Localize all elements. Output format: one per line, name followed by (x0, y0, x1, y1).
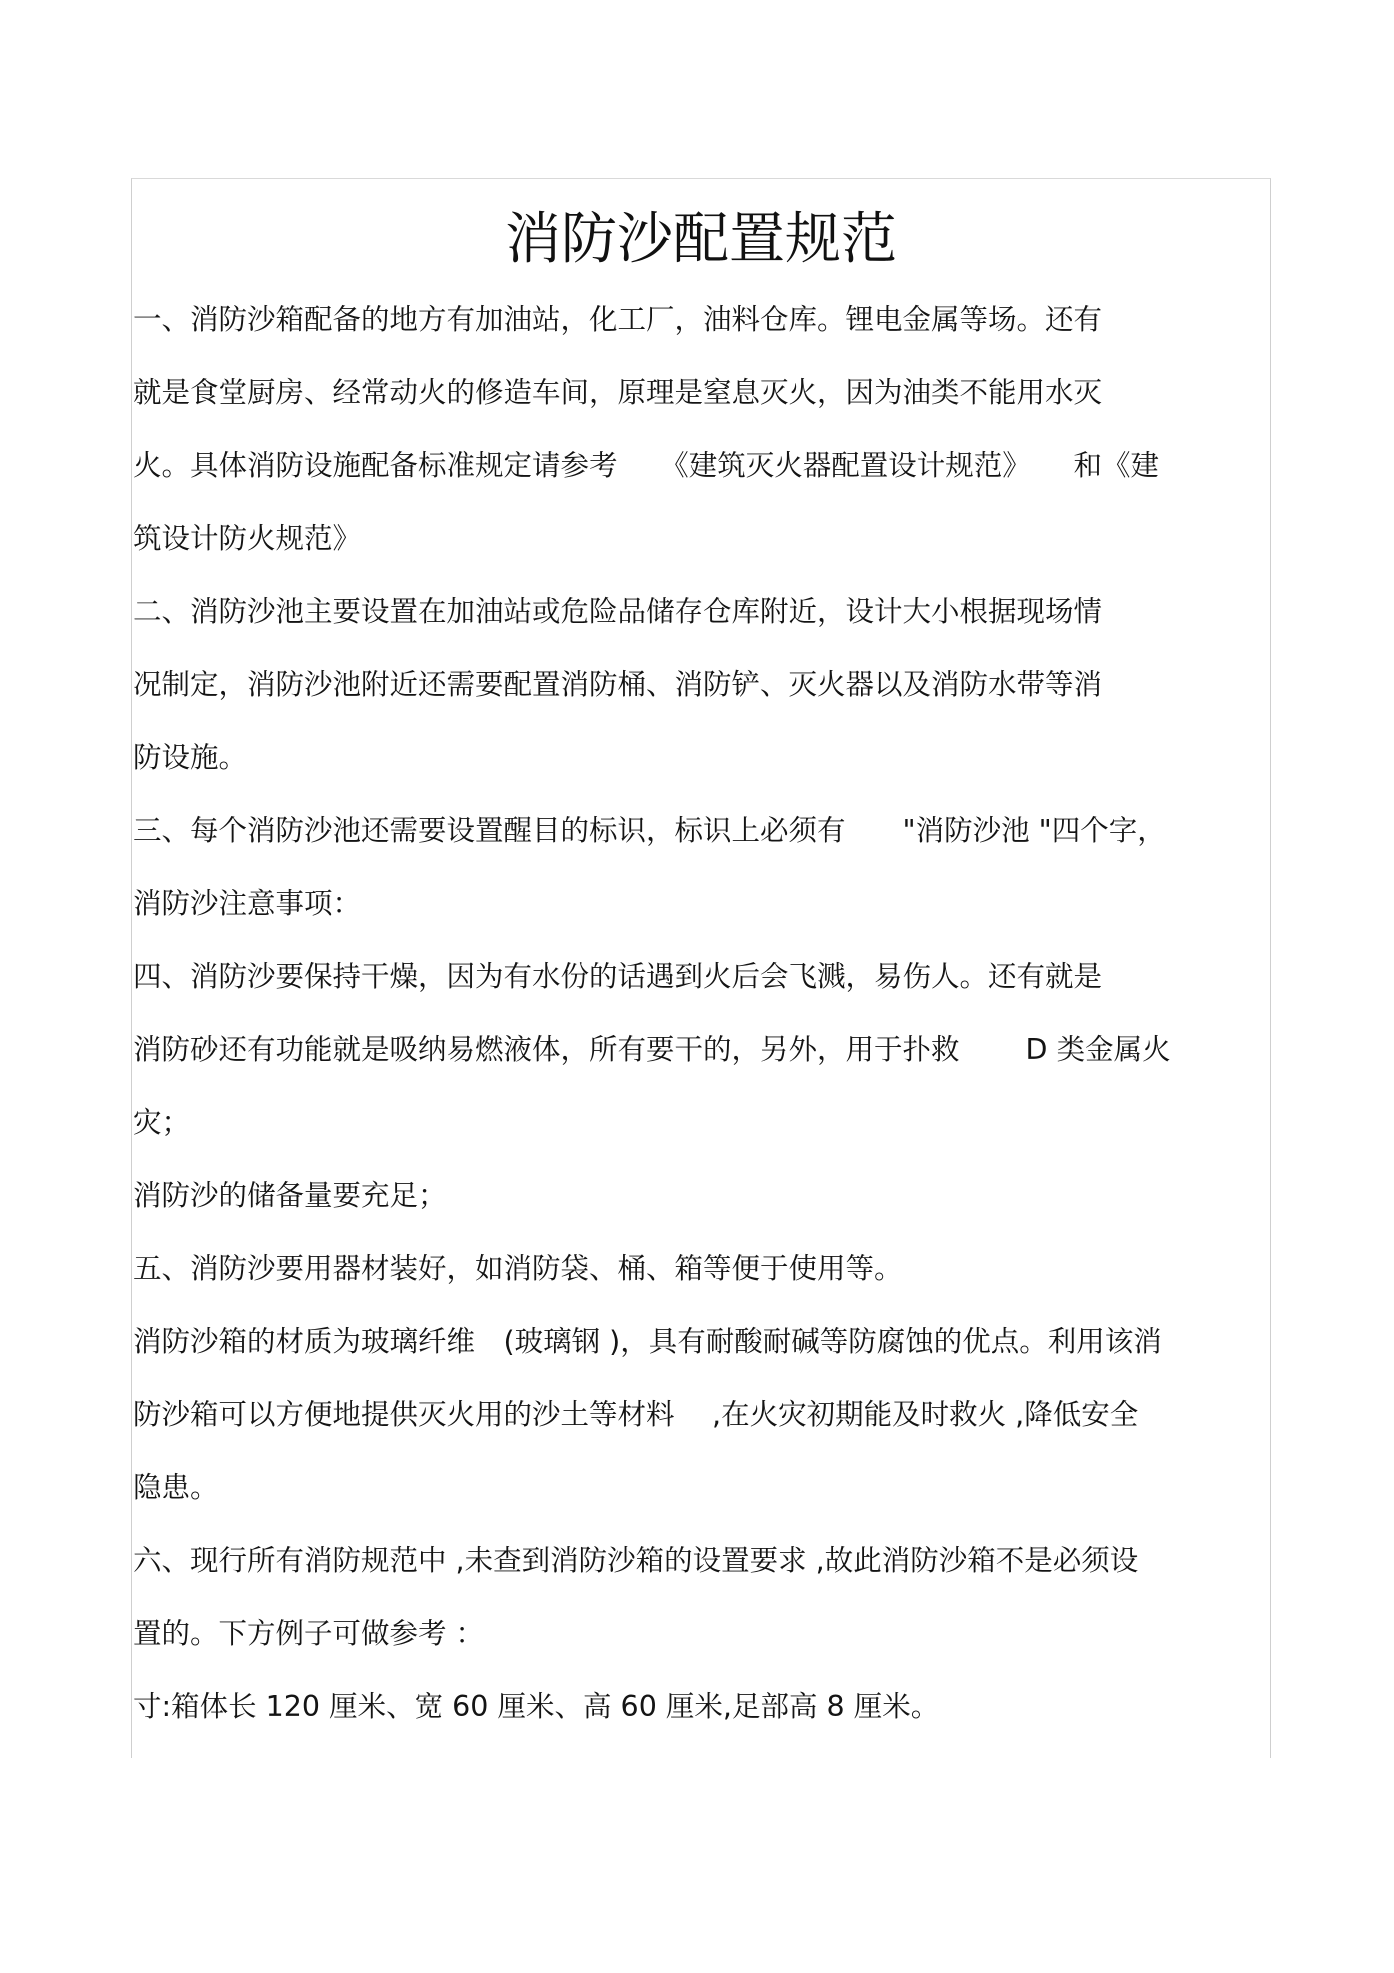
text-line: 防设施。 (133, 741, 248, 774)
text-line: 寸:箱体长 120 厘米、宽 60 厘米、高 60 厘米,足部高 8 厘米。 (133, 1690, 940, 1723)
document-title: 消防沙配置规范 (505, 207, 897, 272)
text-line: 火。具体消防设施配备标准规定请参考 《建筑灭火器配置设计规范》 和《建 (133, 449, 1160, 482)
text-line: 消防沙箱的材质为玻璃纤维 (玻璃钢 )，具有耐酸耐碱等防腐蚀的优点。利用该消 (133, 1325, 1162, 1358)
text-line: 一、消防沙箱配备的地方有加油站，化工厂，油料仓库。锂电金属等场。还有 (133, 303, 1103, 336)
text-line: 况制定，消防沙池附近还需要配置消防桶、消防铲、灭火器以及消防水带等消 (133, 668, 1103, 701)
text-line: 防沙箱可以方便地提供灭火用的沙土等材料 ,在火灾初期能及时救火 ,降低安全 (133, 1398, 1139, 1431)
text-line: 就是食堂厨房、经常动火的修造车间，原理是窒息灭火，因为油类不能用水灭 (133, 376, 1103, 409)
text-line: 五、消防沙要用器材装好，如消防袋、桶、箱等便于使用等。 (133, 1252, 903, 1285)
text-line: 筑设计防火规范》 (133, 522, 362, 555)
text-line: 二、消防沙池主要设置在加油站或危险品储存仓库附近，设计大小根据现场情 (133, 595, 1103, 628)
text-line: 三、每个消防沙池还需要设置醒目的标识，标识上必须有 "消防沙池 "四个字， (133, 814, 1166, 847)
text-line: 隐患。 (133, 1471, 219, 1504)
text-line: 消防沙注意事项： (133, 887, 362, 920)
text-line: 消防砂还有功能就是吸纳易燃液体，所有要干的，另外，用于扑救 D 类金属火 (133, 1033, 1171, 1066)
text-line: 消防沙的储备量要充足； (133, 1179, 447, 1212)
text-line: 六、现行所有消防规范中 ,未查到消防沙箱的设置要求 ,故此消防沙箱不是必须设 (133, 1544, 1139, 1577)
text-line: 四、消防沙要保持干燥，因为有水份的话遇到火后会飞溅，易伤人。还有就是 (133, 960, 1103, 993)
text-line: 灾； (133, 1106, 191, 1139)
text-line: 置的。下方例子可做参考 ： (133, 1617, 485, 1650)
